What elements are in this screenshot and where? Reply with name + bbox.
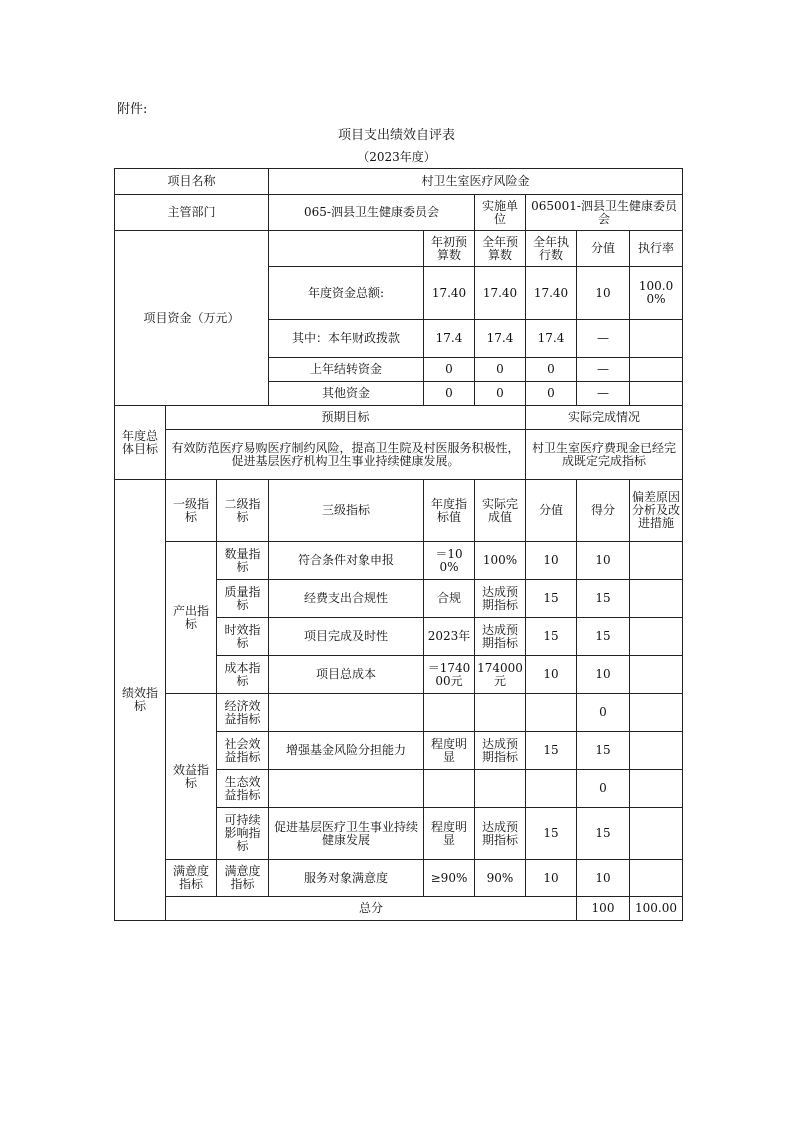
- score-value-cell: 10: [526, 860, 577, 897]
- header-target: 年度指标值: [424, 480, 475, 542]
- project-name-label: 项目名称: [115, 169, 269, 195]
- score-cell: 15: [577, 808, 630, 860]
- funds-rate: [630, 358, 683, 382]
- target-cell: ≥90%: [424, 860, 475, 897]
- reason-cell: [630, 860, 683, 897]
- funds-score-value: 10: [577, 267, 630, 320]
- project-name-value: 村卫生室医疗风险金: [269, 169, 683, 195]
- funds-annual: 0: [475, 382, 526, 406]
- funds-header-row: [115, 231, 683, 267]
- funds-header-executed: 全年执行数: [526, 231, 577, 267]
- funds-annual: 0: [475, 358, 526, 382]
- funds-initial: 0: [424, 358, 475, 382]
- actual-cell: [475, 694, 526, 732]
- level3-cell: 促进基层医疗卫生事业持续健康发展: [269, 808, 424, 860]
- level3-cell: 服务对象满意度: [269, 860, 424, 897]
- funds-executed: 0: [526, 382, 577, 406]
- impl-label: 实施单位: [475, 195, 526, 231]
- level2-cell: 成本指标: [217, 656, 269, 694]
- score-cell: 15: [577, 580, 630, 618]
- reason-cell: [630, 770, 683, 808]
- level3-cell: 增强基金风险分担能力: [269, 732, 424, 770]
- score-cell: 15: [577, 732, 630, 770]
- annual-goal-label: 年度总体目标: [115, 406, 166, 480]
- reason-cell: [630, 580, 683, 618]
- score-cell: 15: [577, 618, 630, 656]
- actual-cell: 达成预期指标: [475, 580, 526, 618]
- funds-label: 项目资金（万元）: [115, 231, 269, 406]
- level3-cell: 项目完成及时性: [269, 618, 424, 656]
- score-value-cell: 15: [526, 580, 577, 618]
- total-score-value: 100: [577, 897, 630, 921]
- total-row: [115, 897, 683, 921]
- department-row: [115, 195, 683, 231]
- funds-row-label: 上年结转资金: [269, 358, 424, 382]
- actual-cell: 90%: [475, 860, 526, 897]
- target-cell: ＝174000元: [424, 656, 475, 694]
- reason-cell: [630, 656, 683, 694]
- performance-label: 绩效指标: [115, 480, 166, 921]
- funds-score-value: —: [577, 320, 630, 358]
- target-cell: 程度明显: [424, 732, 475, 770]
- funds-row-label: 其中：本年财政拨款: [269, 320, 424, 358]
- level3-cell: 符合条件对象申报: [269, 542, 424, 580]
- level1-satisfaction: 满意度指标: [166, 860, 217, 897]
- score-cell: 10: [577, 656, 630, 694]
- funds-score-value: —: [577, 358, 630, 382]
- funds-initial: 17.4: [424, 320, 475, 358]
- target-cell: 程度明显: [424, 808, 475, 860]
- funds-initial: 17.40: [424, 267, 475, 320]
- score-cell: 0: [577, 694, 630, 732]
- reason-cell: [630, 808, 683, 860]
- funds-header-annual: 全年预算数: [475, 231, 526, 267]
- goal-header-row: [115, 406, 683, 430]
- level2-cell: 生态效益指标: [217, 770, 269, 808]
- funds-row-label: 年度资金总额:: [269, 267, 424, 320]
- target-cell: [424, 694, 475, 732]
- dept-label: 主管部门: [115, 195, 269, 231]
- indicator-row: [115, 694, 683, 732]
- score-value-cell: 15: [526, 808, 577, 860]
- actual-cell: 174000元: [475, 656, 526, 694]
- score-cell: 10: [577, 860, 630, 897]
- funds-header-score-value: 分值: [577, 231, 630, 267]
- header-reason: 偏差原因分析及改进措施: [630, 480, 683, 542]
- funds-annual: 17.40: [475, 267, 526, 320]
- level3-cell: 经费支出合规性: [269, 580, 424, 618]
- expected-goal-text: 有效防范医疗易购医疗制约风险，提高卫生院及村医服务积极性，促进基层医疗机构卫生事业持续健康发展。: [166, 430, 526, 480]
- score-value-cell: 15: [526, 618, 577, 656]
- performance-header-row: [115, 480, 683, 542]
- goal-content-row: [115, 430, 683, 480]
- funds-header-rate: 执行率: [630, 231, 683, 267]
- funds-row-label: 其他资金: [269, 382, 424, 406]
- level2-cell: 经济效益指标: [217, 694, 269, 732]
- level1-benefit: 效益指标: [166, 694, 217, 860]
- actual-cell: 100%: [475, 542, 526, 580]
- reason-cell: [630, 618, 683, 656]
- project-name-row: [115, 169, 683, 195]
- score-value-cell: 10: [526, 656, 577, 694]
- actual-cell: 达成预期指标: [475, 618, 526, 656]
- impl-value: 065001-泗县卫生健康委员会: [526, 195, 683, 231]
- level2-cell: 数量指标: [217, 542, 269, 580]
- indicator-row: [115, 542, 683, 580]
- funds-annual: 17.4: [475, 320, 526, 358]
- actual-cell: 达成预期指标: [475, 808, 526, 860]
- level2-cell: 可持续影响指标: [217, 808, 269, 860]
- level3-cell: 项目总成本: [269, 656, 424, 694]
- level1-output: 产出指标: [166, 542, 217, 694]
- total-score: 100.00: [630, 897, 683, 921]
- indicator-row: [115, 860, 683, 897]
- level2-cell: 社会效益指标: [217, 732, 269, 770]
- score-value-cell: 15: [526, 732, 577, 770]
- actual-goal-text: 村卫生室医疗费现金已经完成既定完成指标: [526, 430, 683, 480]
- actual-goal-label: 实际完成情况: [526, 406, 683, 430]
- page-title: 项目支出绩效自评表: [337, 128, 455, 143]
- funds-rate: [630, 320, 683, 358]
- funds-rate: 100.00%: [630, 267, 683, 320]
- level2-cell: 质量指标: [217, 580, 269, 618]
- performance-table: [114, 168, 683, 921]
- header-level1: 一级指标: [166, 480, 217, 542]
- actual-cell: 达成预期指标: [475, 732, 526, 770]
- level2-cell: 满意度指标: [217, 860, 269, 897]
- score-value-cell: [526, 694, 577, 732]
- funds-header-initial: 年初预算数: [424, 231, 475, 267]
- funds-executed: 0: [526, 358, 577, 382]
- target-cell: 2023年: [424, 618, 475, 656]
- header-actual: 实际完成值: [475, 480, 526, 542]
- header-level3: 三级指标: [269, 480, 424, 542]
- expected-goal-label: 预期目标: [166, 406, 526, 430]
- header-score-value: 分值: [526, 480, 577, 542]
- score-cell: 0: [577, 770, 630, 808]
- score-cell: 10: [577, 542, 630, 580]
- reason-cell: [630, 542, 683, 580]
- score-value-cell: 10: [526, 542, 577, 580]
- level3-cell: [269, 694, 424, 732]
- target-cell: ＝100%: [424, 542, 475, 580]
- reason-cell: [630, 694, 683, 732]
- attachment-label: 附件:: [117, 102, 148, 117]
- report-year: （2023年度）: [357, 150, 436, 164]
- target-cell: 合规: [424, 580, 475, 618]
- header-score: 得分: [577, 480, 630, 542]
- header-level2: 二级指标: [217, 480, 269, 542]
- funds-initial: 0: [424, 382, 475, 406]
- level2-cell: 时效指标: [217, 618, 269, 656]
- funds-rate: [630, 382, 683, 406]
- dept-value: 065-泗县卫生健康委员会: [269, 195, 475, 231]
- funds-executed: 17.4: [526, 320, 577, 358]
- funds-executed: 17.40: [526, 267, 577, 320]
- funds-score-value: —: [577, 382, 630, 406]
- actual-cell: [475, 770, 526, 808]
- score-value-cell: [526, 770, 577, 808]
- target-cell: [424, 770, 475, 808]
- funds-header-blank: [269, 231, 424, 267]
- level3-cell: [269, 770, 424, 808]
- total-label: 总分: [166, 897, 577, 921]
- reason-cell: [630, 732, 683, 770]
